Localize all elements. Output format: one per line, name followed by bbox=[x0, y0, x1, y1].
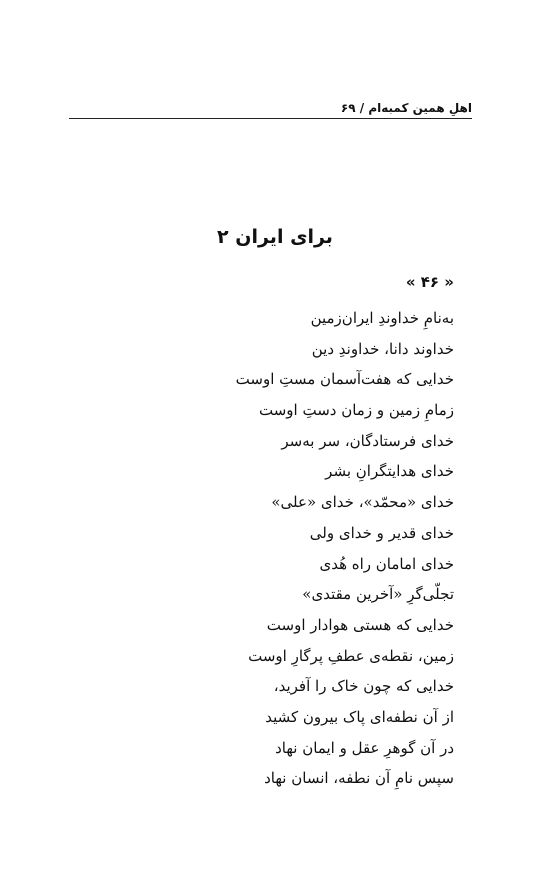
verse-line: سپس نامِ آن نطفه، انسان نهاد bbox=[264, 769, 454, 788]
poem-number: « ۴۶ » bbox=[405, 273, 454, 291]
verse-line: خدای هدایتگرانِ بشر bbox=[325, 462, 454, 481]
verse-line: در آن گوهرِ عقل و ایمان نهاد bbox=[275, 738, 454, 757]
verse-line: خدای فرستادگان، سر به‌سر bbox=[281, 431, 454, 450]
verse-line: خدای «محمّد»، خدای «علی» bbox=[271, 493, 454, 512]
verse-line: تجلّی‌گرِ «آخرین مقتدی» bbox=[302, 585, 454, 604]
verse-line: از آن نطفه‌ای پاک بیرون کشید bbox=[265, 707, 454, 726]
running-header bbox=[69, 95, 472, 119]
running-header-text: اهلِ همین کمبه‌ام / ۶۹ bbox=[340, 101, 472, 115]
verse-line: خدایی که هستی هوادار اوست bbox=[266, 615, 454, 634]
verse-line: زمین، نقطه‌ی عطفِ پرگارِ اوست bbox=[248, 646, 454, 665]
verse-line: به‌نامِ خداوندِ ایران‌زمین bbox=[310, 309, 454, 327]
verse-line: خداوند دانا، خداوندِ دین bbox=[311, 339, 454, 358]
verse-line: خدای امامان راه هُدی bbox=[319, 554, 454, 573]
verse-line: خدایی که هفت‌آسمان مستِ اوست bbox=[235, 370, 454, 389]
verse-line: زمامِ زمین و زمان دستِ اوست bbox=[259, 401, 454, 420]
verse-line: خدای قدیر و خدای ولی bbox=[309, 523, 454, 542]
verse-line: خدایی که چون خاک را آفرید، bbox=[273, 677, 454, 696]
poem-verses bbox=[94, 303, 454, 794]
poem-title: برای ایران ۲ bbox=[217, 226, 333, 248]
